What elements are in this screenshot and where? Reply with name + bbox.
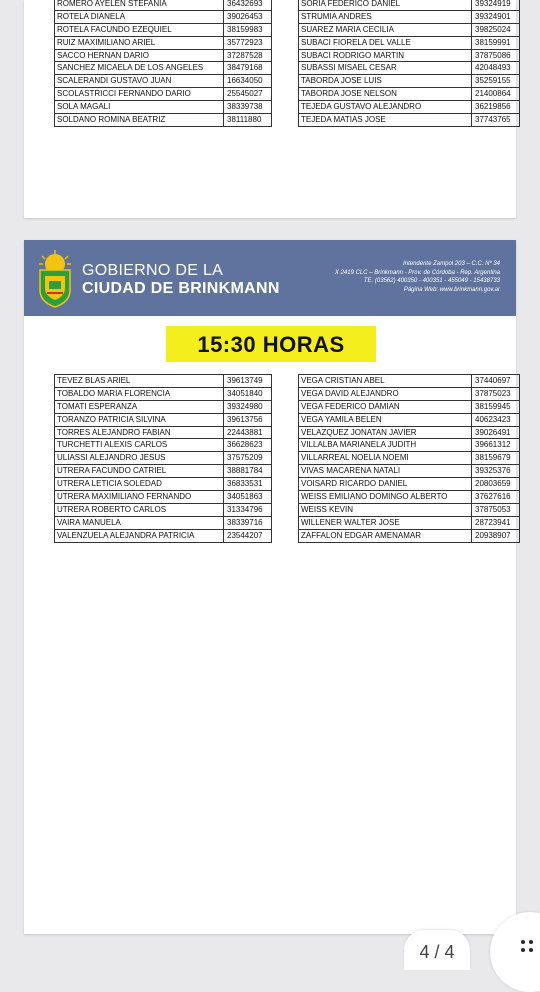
table-row [55,62,520,75]
column-gap [272,439,299,452]
id-number-cell: 39324980 [224,400,272,413]
id-number-cell: 39661312 [472,439,520,452]
name-cell: RUIZ MAXIMILIANO ARIEL [55,36,224,49]
column-gap [272,49,299,62]
id-number-cell: 39825024 [472,23,520,36]
name-cell: STRUMIA ANDRES [299,10,472,23]
name-cell: SUBACI RODRIGO MARTIN [299,49,472,62]
name-cell: WEISS EMILIANO DOMINGO ALBERTO [299,491,472,504]
id-number-cell: 36833531 [224,478,272,491]
id-number-cell: 40623423 [472,413,520,426]
table-row [55,36,520,49]
name-cell: VALENZUELA ALEJANDRA PATRICIA [55,529,224,542]
id-number-cell: 36219856 [472,101,520,114]
table-row [55,465,520,478]
id-number-cell: 42048493 [472,62,520,75]
name-cell: VILLALBA MARIANELA JUDITH [299,439,472,452]
column-gap [272,465,299,478]
table-row [55,491,520,504]
table-row [55,413,520,426]
name-cell: TABORDA JOSE NELSON [299,88,472,101]
table-row [55,114,520,127]
table-row [55,10,520,23]
id-number-cell: 16634050 [224,75,272,88]
table-row [55,400,520,413]
document-page-top [24,0,516,218]
name-cell: SANCHEZ MICAELA DE LOS ANGELES [55,62,224,75]
name-cell: SUBACI FIORELA DEL VALLE [299,36,472,49]
name-cell: VEGA YAMILA BELEN [299,413,472,426]
id-number-cell: 39324901 [472,10,520,23]
column-gap [272,387,299,400]
government-title-line1: GOBIERNO DE LA [82,262,224,279]
id-number-cell: 38339738 [224,101,272,114]
contact-address: Intendente Zampol 203 – C.C. Nº 34 [403,261,500,267]
name-cell: VEGA DAVID ALEJANDRO [299,387,472,400]
id-number-cell: 21400864 [472,88,520,101]
name-cell: SUBASSI MISAEL CESAR [299,62,472,75]
id-number-cell: 36628623 [224,439,272,452]
name-cell: VOISARD RICARDO DANIEL [299,478,472,491]
name-cell: TOBALDO MARIA FLORENCIA [55,387,224,400]
id-number-cell: 37743765 [472,114,520,127]
name-cell: TEJEDA MATIAS JOSE [299,114,472,127]
id-number-cell: 37440697 [472,375,520,388]
contact-phone: TE. (03562) 400350 - 400351 - 455049 - 15438733 [363,278,500,285]
dots-grid-icon [521,948,525,952]
id-number-cell: 37627616 [472,491,520,504]
contact-city: X 2419 CLC – Brinkmann - Prov. de Córdoba - Rep. Argentina [334,269,500,276]
name-cell: TURCHETTI ALEXIS CARLOS [55,439,224,452]
id-number-cell: 23544207 [224,529,272,542]
name-cell: ROTELA DIANELA [55,10,224,23]
name-cell: TEVEZ BLAS ARIEL [55,375,224,388]
id-number-cell: 38111880 [224,114,272,127]
session-time-heading: 15:30 HORAS [166,326,376,362]
id-number-cell: 37875053 [472,503,520,516]
column-gap [272,101,299,114]
name-cell: SORIA FEDERICO DANIEL [299,0,472,10]
contact-info [335,260,500,294]
dots-grid-icon [529,948,533,952]
name-cell: SCOLASTRICCI FERNANDO DARIO [55,88,224,101]
id-number-cell: 37575209 [224,452,272,465]
column-gap [272,10,299,23]
name-cell: ULIASSI ALEJANDRO JESUS [55,452,224,465]
id-number-cell: 25545027 [224,88,272,101]
table-row [55,387,520,400]
column-gap [272,478,299,491]
id-number-cell: 38159983 [224,23,272,36]
id-number-cell: 34051840 [224,387,272,400]
name-cell: WILLENER WALTER JOSE [299,516,472,529]
name-cell: VIVAS MACARENA NATALI [299,465,472,478]
table-row [55,101,520,114]
name-cell: WEISS KEVIN [299,503,472,516]
name-cell: TABORDA JOSE LUIS [299,75,472,88]
name-cell: ROTELA FACUNDO EZEQUIEL [55,23,224,36]
name-cell: TEJEDA GUSTAVO ALEJANDRO [299,101,472,114]
id-number-cell: 37875086 [472,49,520,62]
table-row [55,75,520,88]
column-gap [272,413,299,426]
id-number-cell: 38339716 [224,516,272,529]
column-gap [272,516,299,529]
name-cell: ROMERO AYELEN STEFANIA [55,0,224,10]
name-cell: SOLA MAGALI [55,101,224,114]
id-number-cell: 39613749 [224,375,272,388]
name-cell: VEGA FEDERICO DAMIAN [299,400,472,413]
column-gap [272,0,299,10]
id-number-cell: 37875023 [472,387,520,400]
name-cell: VELAZQUEZ JONATAN JAVIER [299,426,472,439]
id-number-cell: 37287528 [224,49,272,62]
column-gap [272,375,299,388]
id-number-cell: 39325376 [472,465,520,478]
dots-grid-icon [521,940,525,944]
page-indicator: 4 / 4 [404,930,470,970]
column-gap [272,503,299,516]
table-row [55,516,520,529]
dots-grid-icon [529,940,533,944]
table-row [55,49,520,62]
name-cell: SUAREZ MARIA CECILIA [299,23,472,36]
name-cell: SCALERANDI GUSTAVO JUAN [55,75,224,88]
name-cell: SOLDANO ROMINA BEATRIZ [55,114,224,127]
column-gap [272,529,299,542]
id-number-cell: 35259155 [472,75,520,88]
id-number-cell: 38479168 [224,62,272,75]
id-number-cell: 39026491 [472,426,520,439]
name-cell: UTRERA FACUNDO CATRIEL [55,465,224,478]
municipal-crest-icon [36,250,74,308]
name-cell: UTRERA LETICIA SOLEDAD [55,478,224,491]
id-number-cell: 36432693 [224,0,272,10]
table-row [55,88,520,101]
document-page-bottom [24,240,516,934]
id-number-cell: 38881784 [224,465,272,478]
id-number-cell: 38159945 [472,400,520,413]
table-row [55,375,520,388]
id-number-cell: 34051863 [224,491,272,504]
government-title [82,262,280,298]
column-gap [272,36,299,49]
id-number-cell: 39026453 [224,10,272,23]
column-gap [272,88,299,101]
id-number-cell: 38159679 [472,452,520,465]
contact-website: Página Web: www.brinkmann.gov.ar [403,286,500,293]
name-cell: SACCO HERNAN DARIO [55,49,224,62]
table-row [55,426,520,439]
id-number-cell: 39324919 [472,0,520,10]
table-row [55,439,520,452]
table-row [55,452,520,465]
table-row [55,0,520,10]
table-row [55,529,520,542]
id-number-cell: 38159991 [472,36,520,49]
column-gap [272,23,299,36]
name-cell: VEGA CRISTIAN ABEL [299,375,472,388]
id-number-cell: 20938907 [472,529,520,542]
column-gap [272,75,299,88]
name-cell: VILLARREAL NOELIA NOEMI [299,452,472,465]
column-gap [272,491,299,504]
name-cell: TOMATI ESPERANZA [55,400,224,413]
id-number-cell: 31334796 [224,503,272,516]
column-gap [272,114,299,127]
column-gap [272,400,299,413]
column-gap [272,452,299,465]
id-number-cell: 35772923 [224,36,272,49]
table-row [55,23,520,36]
table-row [55,503,520,516]
name-cell: VAIRA MANUELA [55,516,224,529]
id-number-cell: 28723941 [472,516,520,529]
column-gap [272,62,299,75]
id-number-cell: 22443881 [224,426,272,439]
id-number-cell: 39613756 [224,413,272,426]
name-cell: TORANZO PATRICIA SILVINA [55,413,224,426]
id-number-cell: 20803659 [472,478,520,491]
government-title-line2: CIUDAD DE BRINKMANN [82,280,280,297]
attendance-table-top [54,0,520,127]
name-cell: UTRERA ROBERTO CARLOS [55,503,224,516]
attendance-table-bottom [54,374,520,543]
column-gap [272,426,299,439]
name-cell: TORRES ALEJANDRO FABIAN [55,426,224,439]
name-cell: ZAFFALON EDGAR AMENAMAR [299,529,472,542]
name-cell: UTRERA MAXIMILIANO FERNANDO [55,491,224,504]
table-row [55,478,520,491]
letterhead-banner [24,240,516,316]
